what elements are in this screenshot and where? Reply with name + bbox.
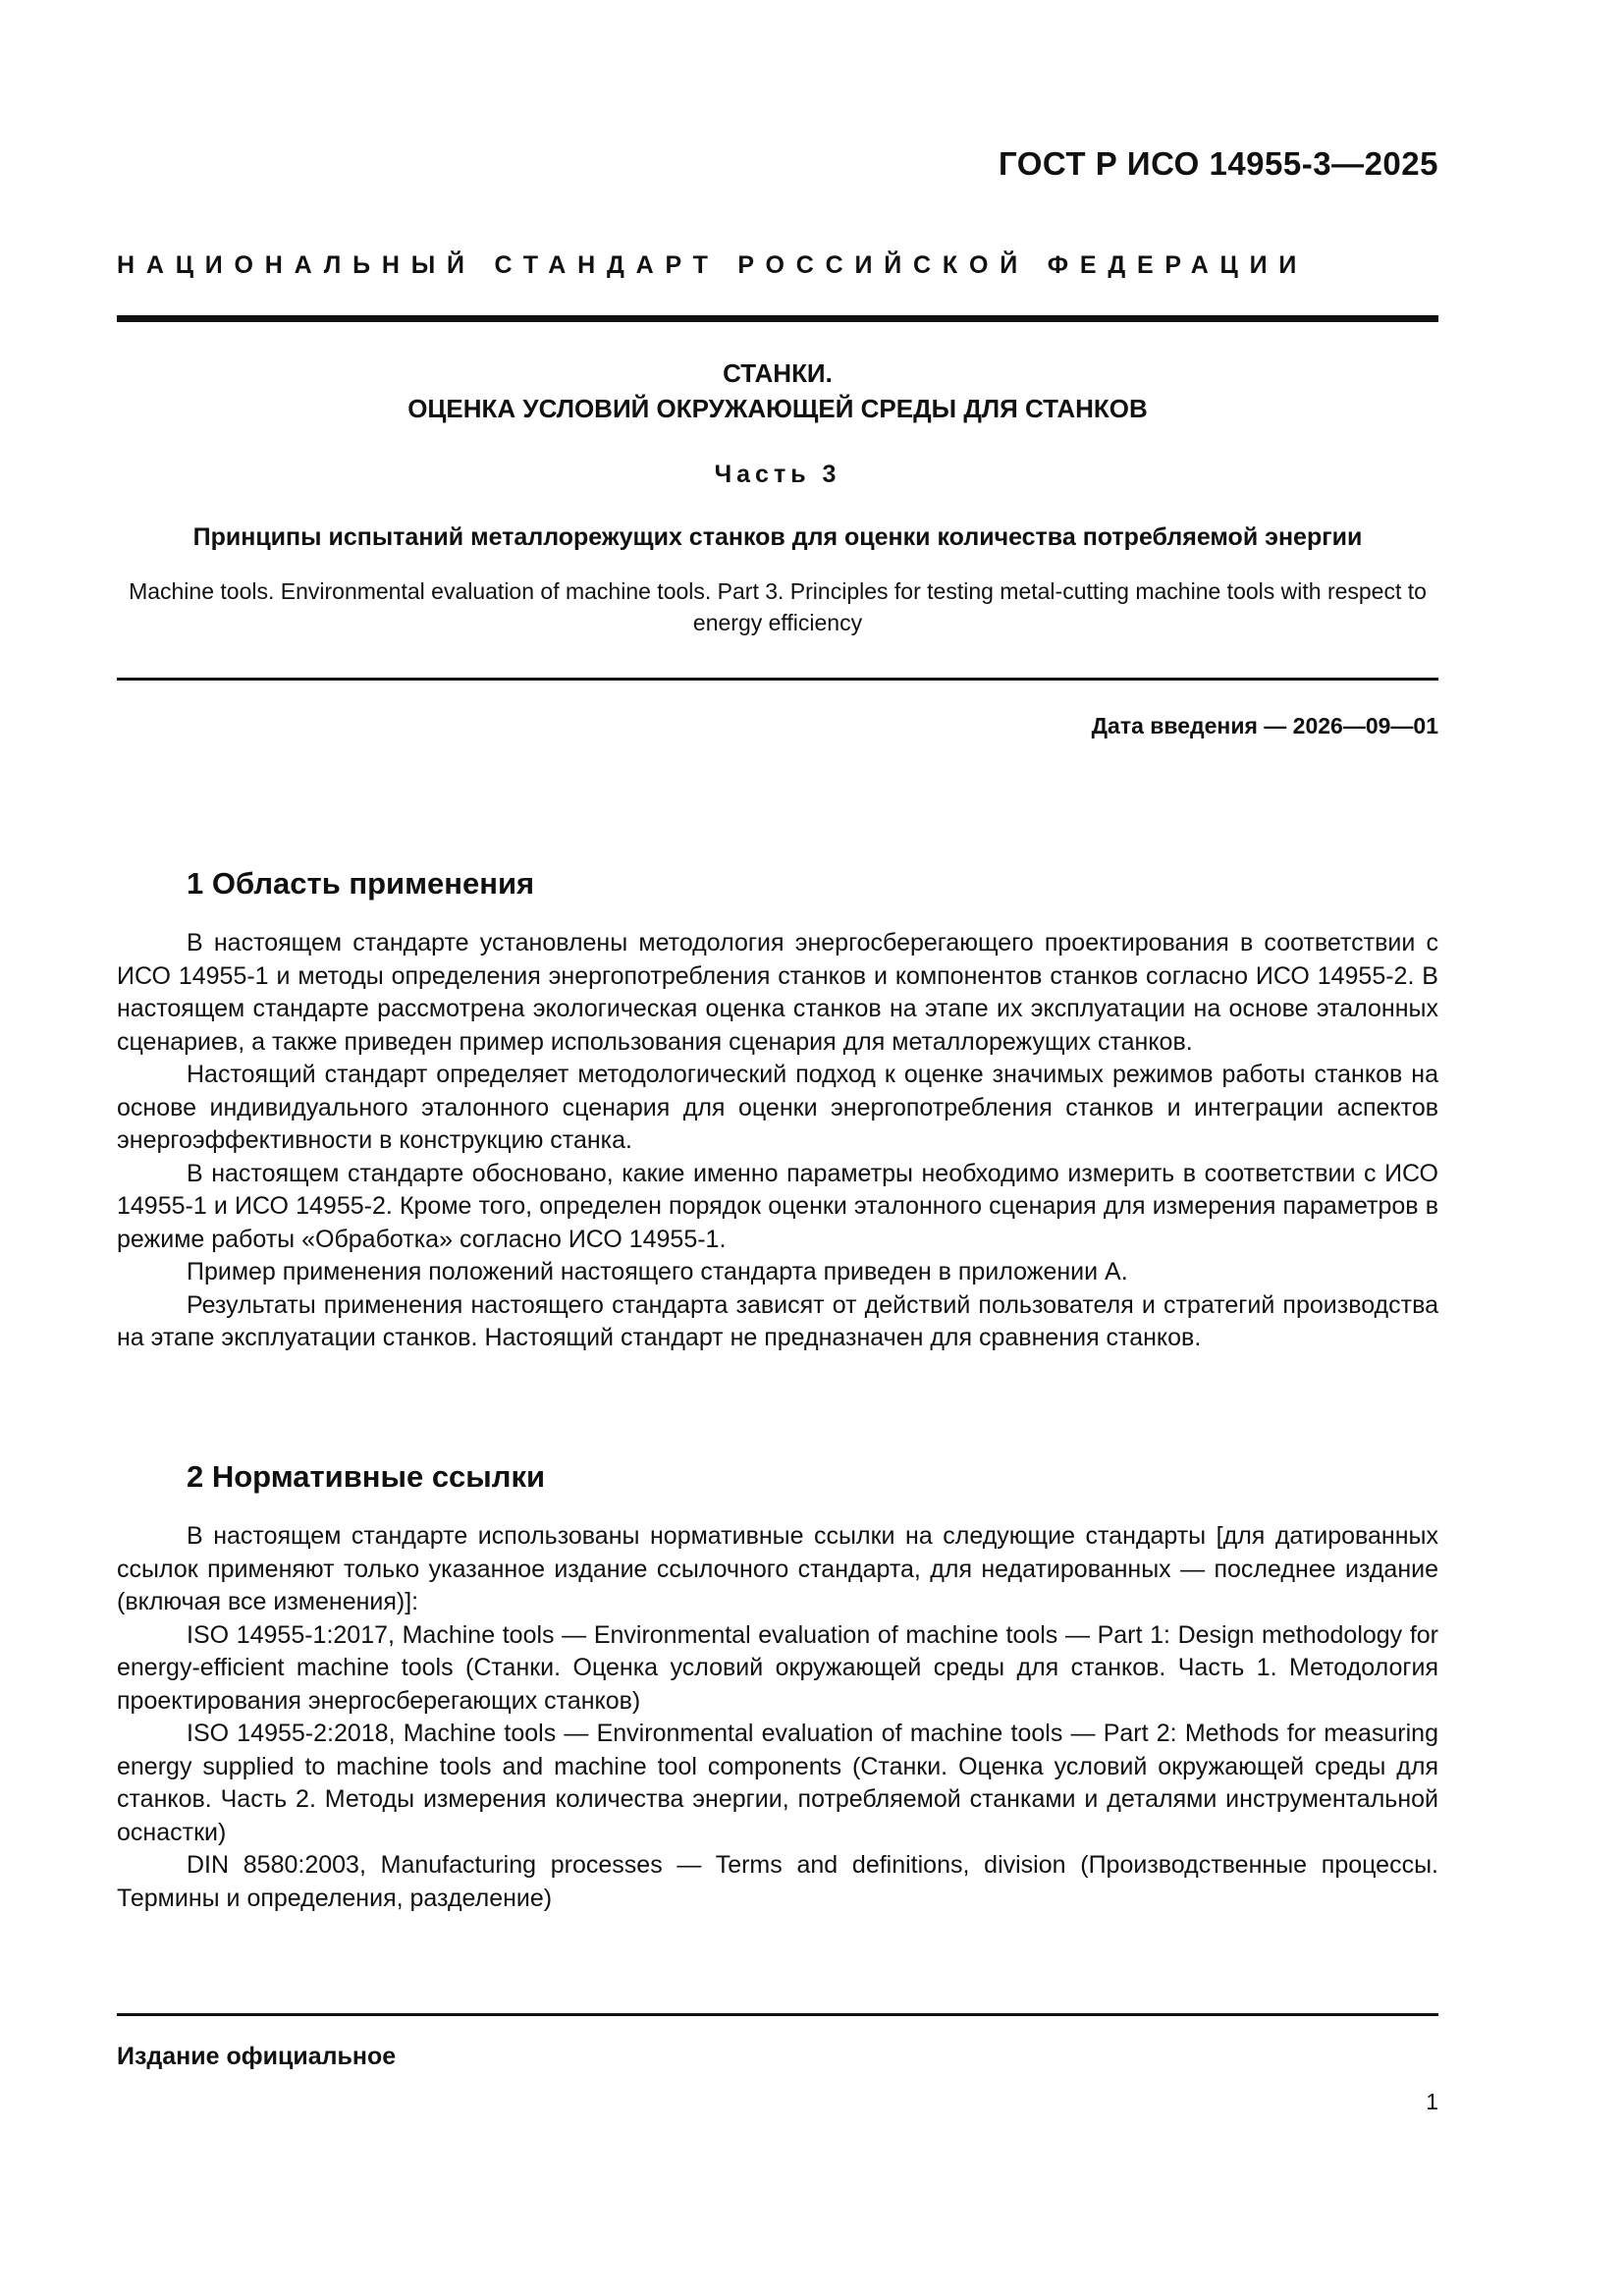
paragraph: В настоящем стандарте установлены методология энергосберегающего проектирования в соответствии с ИСО 14955-1 и методы определения энергопотребления станков и компонентов станков согласно ИСО 14955-2. В настоящем стандарте рассмотрена экологическая оценка станков на этапе их эксплуатации на основе эталонных сценариев, а также приведен пример использования сценария для металлорежущих станков.	[117, 929, 1438, 1056]
part-label: Часть 3	[714, 461, 841, 488]
title-line-1: СТАНКИ.	[723, 358, 833, 388]
paragraph: В настоящем стандарте обосновано, какие именно параметры необходимо измерить в соответствии с ИСО 14955-1 и ИСО 14955-2. Кроме того, определен порядок оценки эталонного сценария для измерения параметров в режиме работы «Обработка» согласно ИСО 14955-1.	[117, 1159, 1438, 1253]
section-heading: 1 Область применения	[187, 866, 535, 901]
paragraph: Настоящий стандарт определяет методологический подход к оценке значимых режимов работы станков на основе индивидуального эталонного сценария для оценки энергопотребления станков и интеграции аспектов энергоэффективности в конструкцию станка.	[117, 1061, 1438, 1154]
part-subtitle: Принципы испытаний металлорежущих станков для оценки количества потребляемой энергии	[192, 523, 1363, 551]
page-number: 1	[1426, 2089, 1438, 2114]
section-normative-references	[117, 1457, 1438, 1915]
section-scope	[117, 864, 1438, 1355]
paragraph: Пример применения положений настоящего стандарта приведен в приложении А.	[187, 1258, 1128, 1285]
paragraph: В настоящем стандарте использованы нормативные ссылки на следующие стандарты [для датированных ссылок применяют только указанное издание ссылочного стандарта, для недатированных — последнее издание (включая все изменения)]:	[117, 1522, 1438, 1615]
section-body	[117, 927, 1438, 1355]
document-number: ГОСТ Р ИСО 14955-3—2025	[998, 145, 1438, 182]
title-block	[117, 355, 1438, 638]
reference-entry: ISO 14955-2:2018, Machine tools — Environmental evaluation of machine tools — Part 2: Methods for measuring energy supplied to machine tools and machine tool components (Станки. Оценка условий окружающей среды для станков. Часть 2. Методы измерения количества энергии, потребляемой станками и деталями инструментальной оснастки)	[117, 1720, 1438, 1846]
national-standard-title: НАЦИОНАЛЬНЫЙ СТАНДАРТ РОССИЙСКОЙ ФЕДЕРАЦИИ	[117, 251, 1309, 279]
header-rule	[117, 315, 1438, 322]
official-edition-label: Издание официальное	[117, 2043, 397, 2070]
title-line-2: ОЦЕНКА УСЛОВИЙ ОКРУЖАЮЩЕЙ СРЕДЫ ДЛЯ СТАНКОВ	[407, 394, 1148, 423]
english-title: Machine tools. Environmental evaluation of machine tools. Part 3. Principles for testing metal-cutting machine tools with respect to energy efficiency	[129, 578, 1427, 635]
introduction-date: Дата введения — 2026—09—01	[1091, 713, 1438, 738]
footer-rule	[117, 2013, 1438, 2016]
document-page	[117, 0, 1438, 2296]
reference-entry: DIN 8580:2003, Manufacturing processes — Terms and definitions, division (Производственные процессы. Термины и определения, разделение)	[117, 1851, 1438, 1912]
title-rule	[117, 678, 1438, 681]
section-heading: 2 Нормативные ссылки	[187, 1459, 546, 1494]
paragraph: Результаты применения настоящего стандарта зависят от действий пользователя и стратегий производства на этапе эксплуатации станков. Настоящий стандарт не предназначен для сравнения станков.	[117, 1290, 1438, 1351]
section-body	[117, 1520, 1438, 1915]
reference-entry: ISO 14955-1:2017, Machine tools — Environmental evaluation of machine tools — Part 1: Design methodology for energy-efficient machine tools (Станки. Оценка условий окружающей среды для станков. Часть 1. Методология проектирования энергосберегающих станков)	[117, 1620, 1438, 1715]
